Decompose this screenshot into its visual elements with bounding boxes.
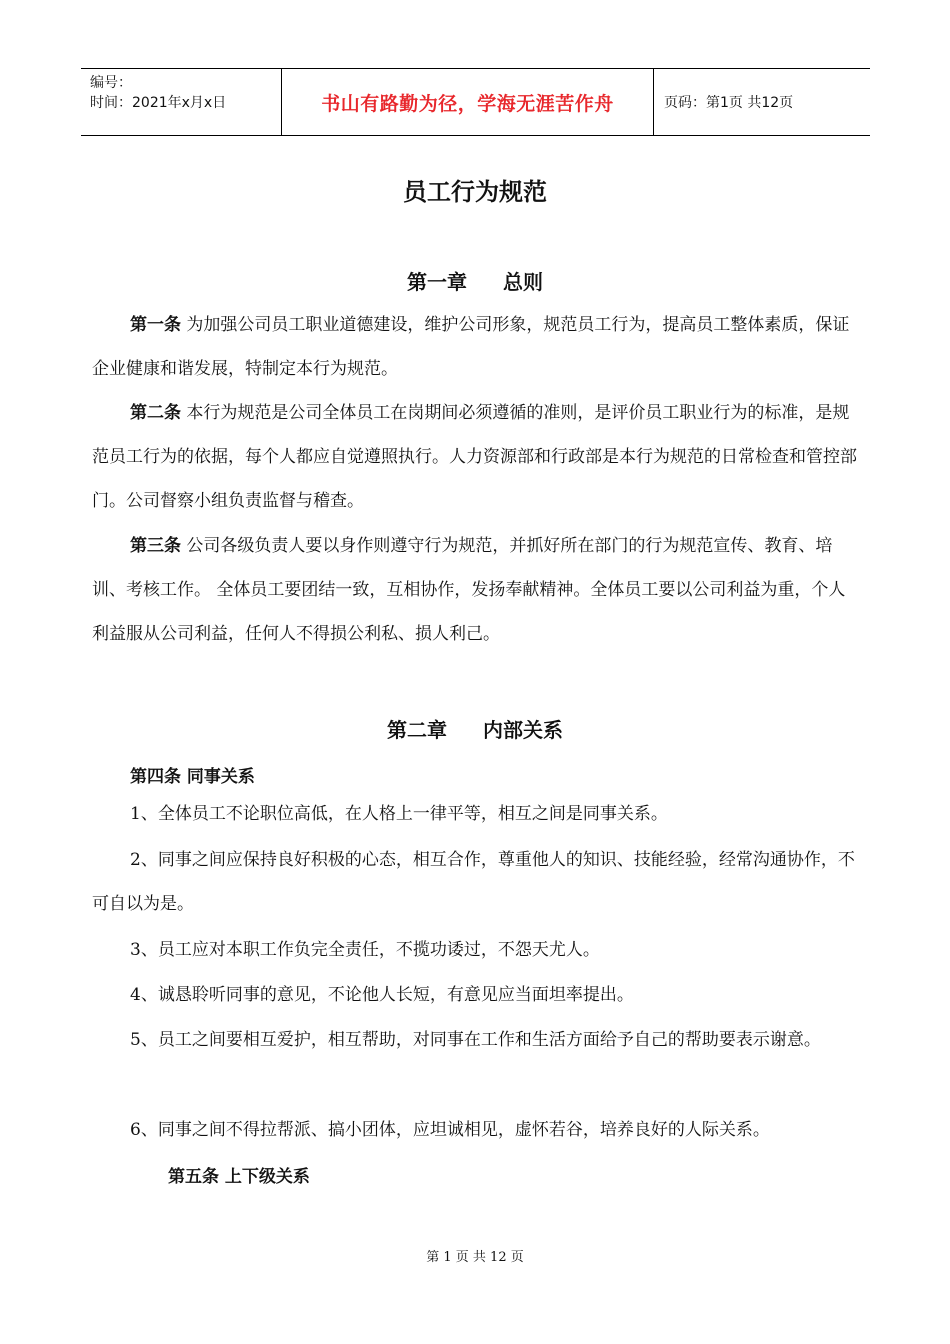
motto: 书山有路勤为径，学海无涯苦作舟 xyxy=(321,92,614,115)
article-3-text: 公司各级负责人要以身作则遵守行为规范，并抓好所在部门的行为规范宣传、教育、培训、考核工作。 全体员工要团结一致，互相协作，发扬奉献精神。全体员工要以公司利益为重，个人利益服从公司利益，任何人不得损公利私、损人利己。 xyxy=(92,536,846,644)
article-1-label: 第一条 xyxy=(130,315,181,335)
chapter-1-heading xyxy=(0,266,950,295)
chapter-2-number: 第二章 xyxy=(387,718,447,742)
article-1 xyxy=(92,303,858,391)
article-3-label: 第三条 xyxy=(130,536,181,556)
page-info: 页码：第1页 共12页 xyxy=(664,95,794,111)
list-item: 3、员工应对本职工作负完全责任，不揽功诿过，不怨天尤人。 xyxy=(130,940,600,960)
chapter-2-name: 内部关系 xyxy=(483,718,563,742)
article-2-label: 第二条 xyxy=(130,403,181,423)
list-item: 5、员工之间要相互爱护，相互帮助，对同事在工作和生活方面给予自己的帮助要表示谢意。 xyxy=(130,1030,821,1050)
document-title: 员工行为规范 xyxy=(403,178,547,206)
list-item: 4、诚恳聆听同事的意见，不论他人长短，有意见应当面坦率提出。 xyxy=(130,985,634,1005)
list-item: 6、同事之间不得拉帮派、搞小团体，应坦诚相见，虚怀若谷，培养良好的人际关系。 xyxy=(130,1120,770,1140)
article-2-text: 本行为规范是公司全体员工在岗期间必须遵循的准则，是评价员工职业行为的标准，是规范员工行为的依据，每个人都应自觉遵照执行。人力资源部和行政部是本行为规范的日常检查和管控部门。公司督察小组负责监督与稽查。 xyxy=(92,403,857,511)
article-5-title: 第五条 上下级关系 xyxy=(168,1167,310,1187)
list-item: 1、全体员工不论职位高低，在人格上一律平等，相互之间是同事关系。 xyxy=(130,804,668,824)
number-label: 编号： xyxy=(90,75,132,91)
header-meta xyxy=(81,69,281,135)
article-2 xyxy=(92,391,858,523)
chapter-1-number: 第一章 xyxy=(407,270,467,294)
article-3 xyxy=(92,524,858,656)
chapter-1-name: 总则 xyxy=(503,270,543,294)
time-label: 时间：2021年x月x日 xyxy=(90,95,227,111)
header-table xyxy=(81,68,870,136)
page-footer: 第 1 页 共 12 页 xyxy=(426,1250,524,1265)
article-1-text: 为加强公司员工职业道德建设，维护公司形象，规范员工行为，提高员工整体素质，保证企业健康和谐发展，特制定本行为规范。 xyxy=(92,315,850,379)
header-motto-cell xyxy=(281,69,654,135)
chapter-2-heading xyxy=(0,714,950,743)
list-item: 2、同事之间应保持良好积极的心态，相互合作，尊重他人的知识、技能经验，经常沟通协作，不可自以为是。 xyxy=(92,850,855,914)
article-4-title: 第四条 同事关系 xyxy=(130,767,255,787)
